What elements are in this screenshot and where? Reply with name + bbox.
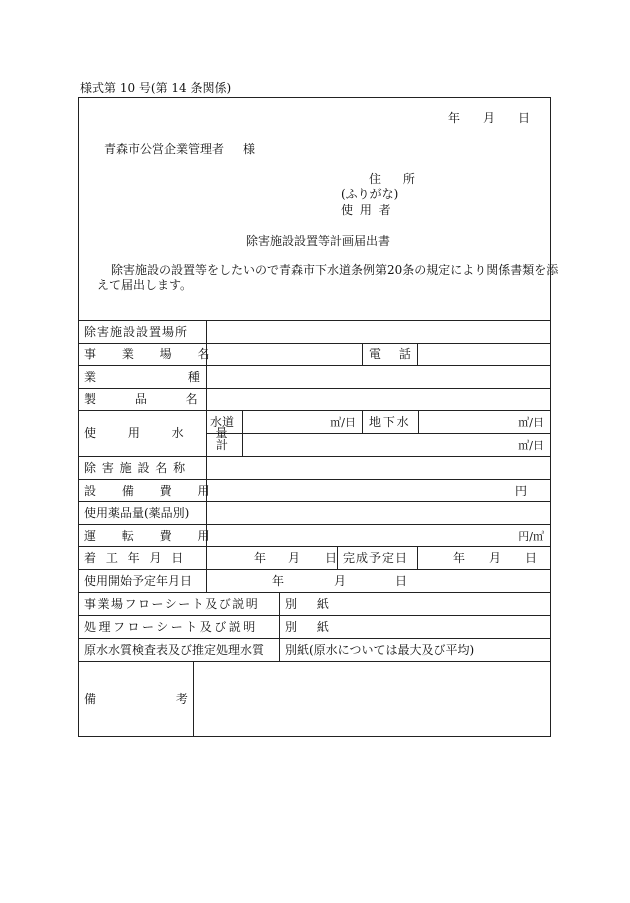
- label-remarks: [84, 692, 186, 706]
- label-industry-text: 業 種: [84, 370, 200, 384]
- usage-start-month: 月: [334, 574, 347, 588]
- label-usage-start-date: 使用開始予定年月日: [84, 574, 193, 588]
- label-completion-date: 完成予定日: [343, 551, 409, 565]
- label-process-flow: 処理フローシート及び説明: [84, 620, 258, 634]
- start-month: 月: [288, 551, 301, 565]
- rule: [417, 343, 418, 365]
- rule: [78, 546, 551, 547]
- address-label: [369, 172, 415, 186]
- completion-day: 日: [525, 551, 538, 565]
- rule: [78, 569, 551, 570]
- site-flow-value: 別 紙: [285, 597, 329, 611]
- rule: [418, 410, 419, 433]
- completion-year: 年: [453, 551, 466, 565]
- addressee: 青森市公営企業管理者: [104, 142, 225, 156]
- rule: [78, 365, 551, 366]
- usage-start-day: 日: [395, 574, 408, 588]
- label-product-text: 製 品 名: [84, 392, 198, 406]
- rule: [78, 615, 551, 616]
- label-operating-cost: [84, 529, 210, 543]
- rule: [78, 410, 551, 411]
- operating-cost-unit: 円/㎥: [518, 530, 544, 543]
- label-groundwater: 地 下 水: [369, 415, 409, 429]
- rule: [206, 433, 551, 434]
- label-tap-water: 水道: [210, 415, 235, 429]
- rule: [78, 456, 551, 457]
- rule: [78, 320, 551, 321]
- body-line-2: えて届出します。: [97, 278, 193, 292]
- rule: [78, 343, 551, 344]
- user-label: 使 用 者: [341, 203, 391, 217]
- label-equipment-cost-text: 設 備 費 用: [84, 484, 210, 498]
- label-water-usage-text: 使 用 水 量: [84, 426, 228, 440]
- rule: [362, 410, 363, 433]
- groundwater-unit: ㎥/日: [518, 416, 544, 429]
- form-title: 除害施設設置等計画届出書: [246, 234, 391, 248]
- rule: [193, 661, 194, 737]
- label-chemicals: 使用薬品量(薬品別): [84, 506, 190, 520]
- total-unit: ㎥/日: [518, 439, 544, 452]
- label-phone-text: 電 話: [369, 347, 411, 361]
- honorific: 様: [243, 142, 256, 156]
- label-site-flow: 事業場フローシート及び説明: [84, 597, 260, 611]
- label-business-name: [84, 347, 210, 361]
- date-year: 年: [448, 111, 461, 125]
- rule: [78, 501, 551, 502]
- body-line-1: 除害施設の設置等をしたいので青森市下水道条例第20条の規定により関係書類を添: [111, 263, 559, 277]
- label-facility-name: 除 害 施 設 名 称: [84, 461, 186, 475]
- tap-water-unit: ㎥/日: [330, 416, 356, 429]
- equipment-cost-unit: 円: [515, 484, 528, 498]
- rule: [78, 592, 551, 593]
- label-operating-cost-text: 運 転 費 用: [84, 529, 210, 543]
- start-year: 年: [254, 551, 267, 565]
- rule: [78, 388, 551, 389]
- label-business-name-text: 事 業 場 名: [84, 347, 210, 361]
- label-industry: [84, 370, 198, 384]
- form-caption: 様式第 10 号(第 14 条関係): [80, 81, 232, 95]
- date-day: 日: [518, 111, 531, 125]
- date-month: 月: [483, 111, 496, 125]
- process-flow-value: 別 紙: [285, 620, 329, 634]
- label-phone: [369, 347, 409, 361]
- start-day: 日: [325, 551, 338, 565]
- label-site: 除害施設設置場所: [84, 325, 189, 339]
- address-label-text: 住 所: [369, 172, 415, 186]
- rule: [362, 343, 363, 365]
- label-equipment-cost: [84, 484, 210, 498]
- label-remarks-text: 備 考: [84, 692, 188, 706]
- rule: [417, 546, 418, 569]
- rule: [78, 479, 551, 480]
- rule: [78, 638, 551, 639]
- rule: [242, 410, 243, 456]
- rule: [78, 661, 551, 662]
- completion-month: 月: [489, 551, 502, 565]
- furigana-label: (ふりがな): [341, 187, 399, 201]
- label-start-date: 着 工 年 月 日: [84, 551, 184, 565]
- usage-start-year: 年: [272, 574, 285, 588]
- label-water-usage: [84, 426, 228, 440]
- label-product: [84, 392, 198, 406]
- rule: [337, 546, 338, 569]
- label-total: 計: [216, 438, 229, 452]
- water-quality-value: 別紙(原水については最大及び平均): [285, 643, 475, 657]
- rule: [279, 592, 280, 661]
- label-water-quality: 原水水質検査表及び推定処理水質: [84, 643, 265, 657]
- rule: [78, 524, 551, 525]
